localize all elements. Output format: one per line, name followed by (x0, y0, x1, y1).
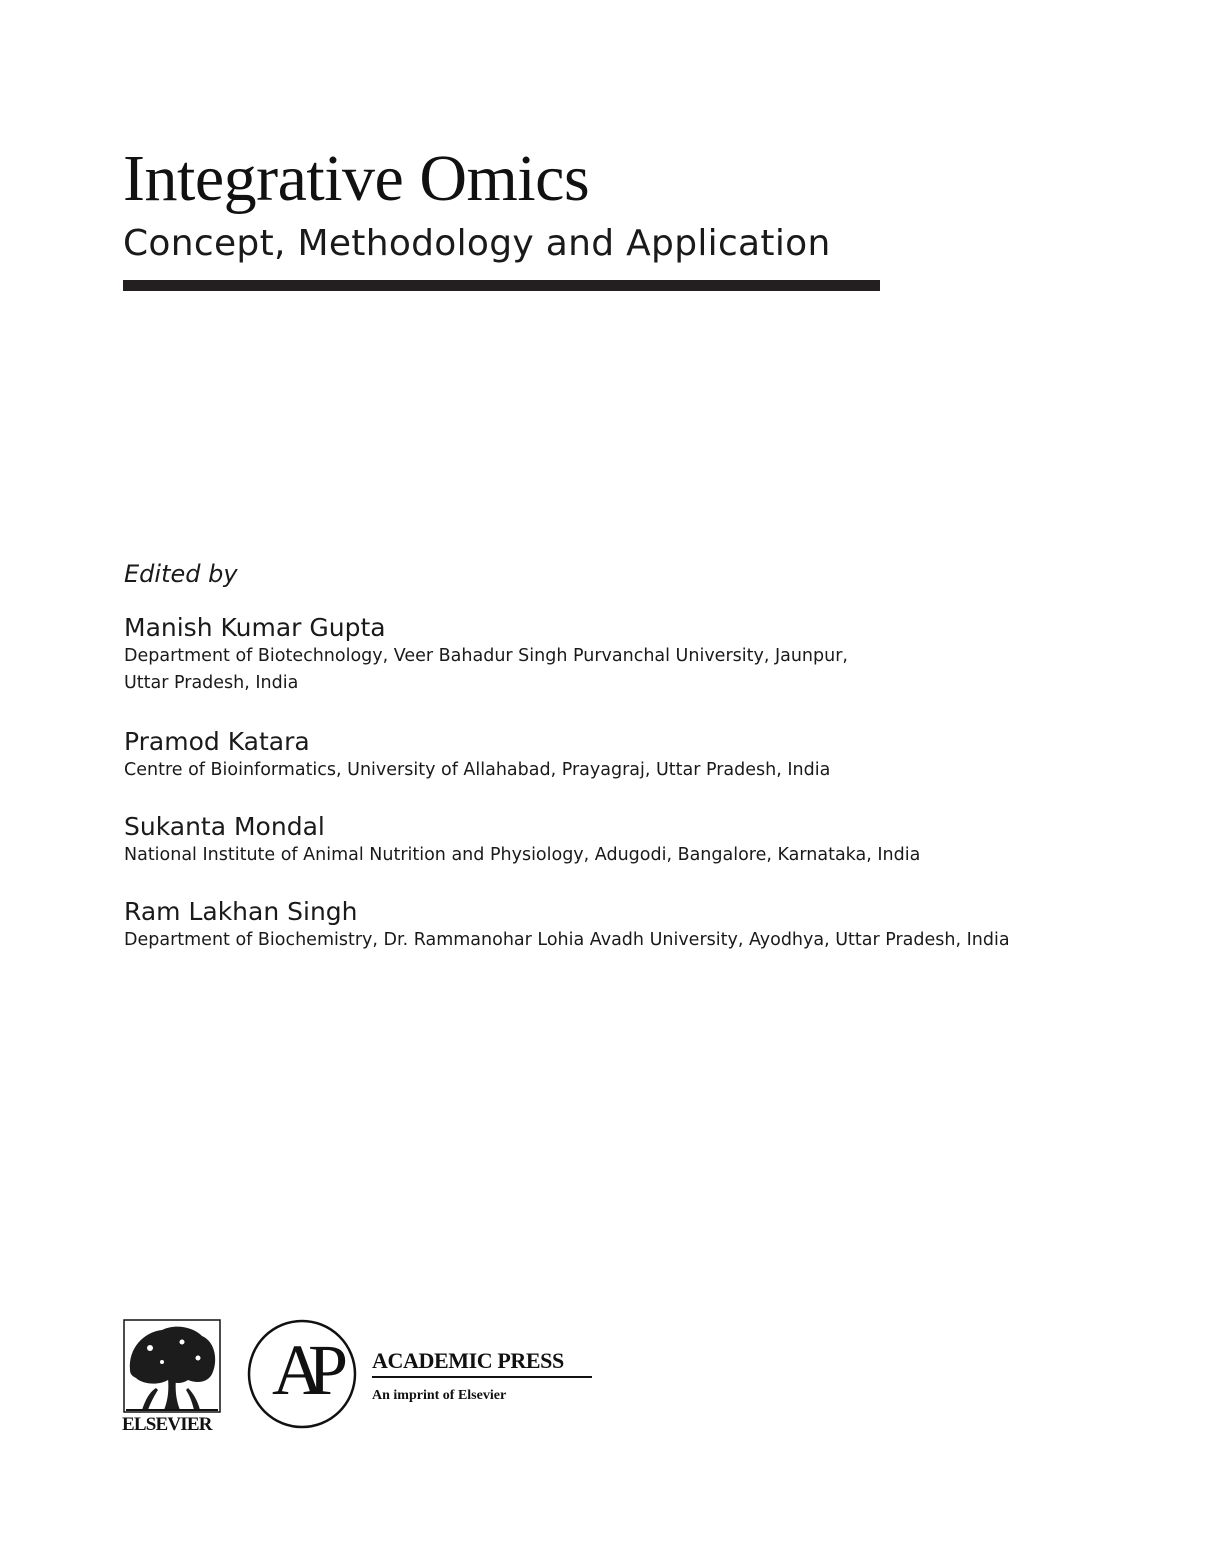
editor-name: Manish Kumar Gupta (124, 613, 386, 642)
ap-monogram: AP (271, 1330, 333, 1410)
editor-affiliation-line: Uttar Pradesh, India (124, 673, 299, 693)
editor-name: Ram Lakhan Singh (124, 897, 358, 926)
editor-name: Pramod Katara (124, 727, 310, 756)
editor-affiliation-line: National Institute of Animal Nutrition and Physiology, Adugodi, Bangalore, Karnataka, India (124, 845, 921, 865)
publisher-rule (372, 1376, 592, 1378)
editor-entry (124, 727, 830, 784)
editor-affiliation-line: Department of Biotechnology, Veer Bahadur Singh Purvanchal University, Jaunpur, (124, 646, 848, 666)
editor-affiliation-line: Centre of Bioinformatics, University of Allahabad, Prayagraj, Uttar Pradesh, India (124, 760, 831, 780)
editor-affiliation-line: Department of Biochemistry, Dr. Rammanohar Lohia Avadh University, Ayodhya, Uttar Pradesh, India (124, 930, 1010, 950)
publisher-logos (122, 1318, 602, 1438)
editor-entry (124, 897, 1010, 954)
book-subtitle: Concept, Methodology and Application (123, 223, 831, 264)
editor-entry (124, 613, 848, 697)
editor-entry (124, 812, 920, 869)
edited-by-label: Edited by (124, 560, 238, 588)
book-title: Integrative Omics (123, 142, 590, 215)
publisher-imprint: An imprint of Elsevier (372, 1388, 507, 1403)
elsevier-wordmark: ELSEVIER (122, 1414, 212, 1435)
title-rule (123, 280, 880, 291)
publisher-name: ACADEMIC PRESS (372, 1348, 564, 1373)
editor-name: Sukanta Mondal (124, 812, 325, 841)
